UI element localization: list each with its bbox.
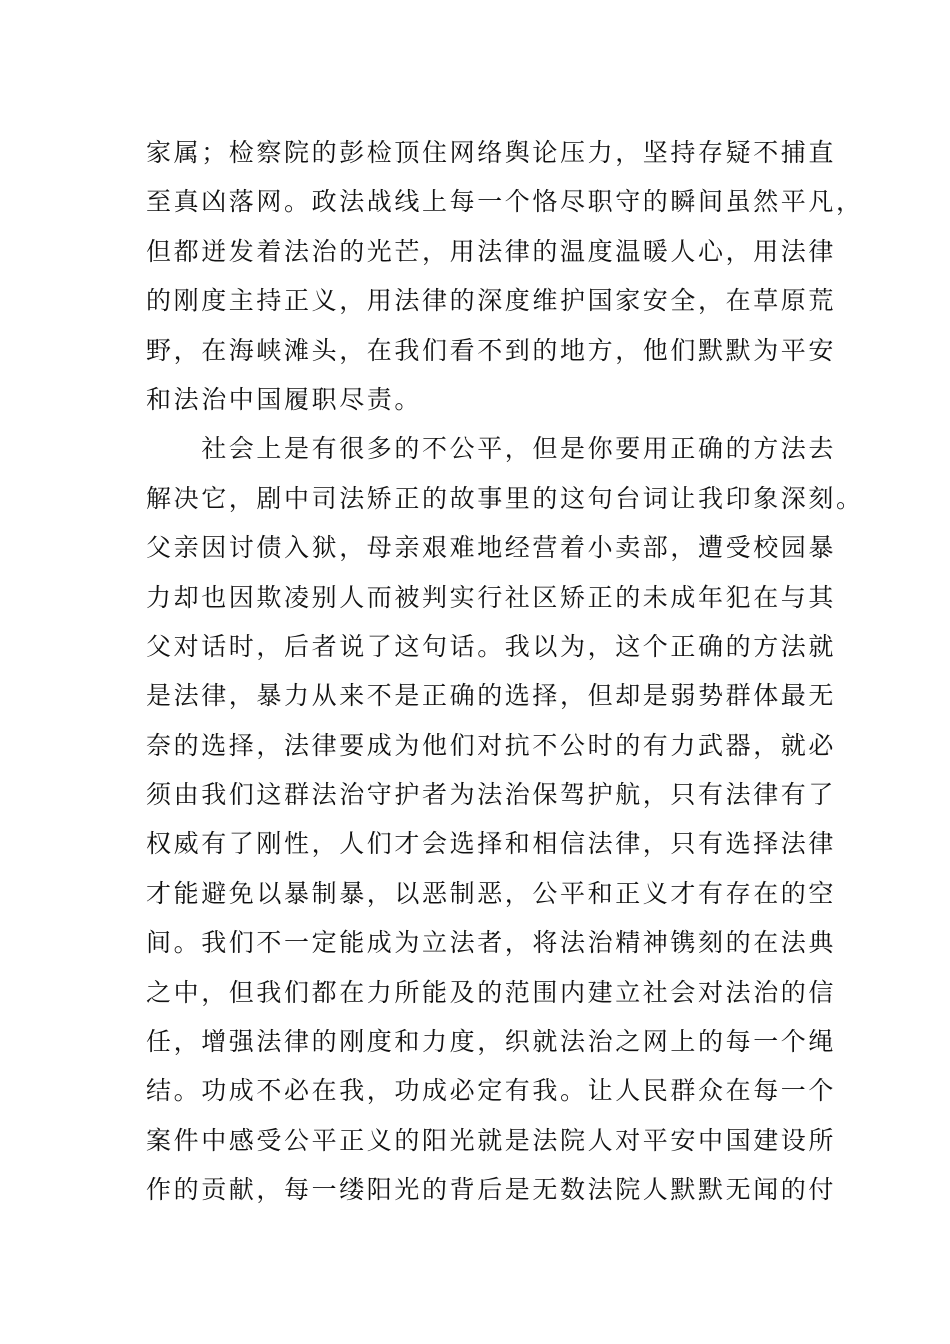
text-line-18: 之中，但我们都在力所能及的范围内建立社会对法治的信 bbox=[146, 977, 837, 1007]
text-line-1: 家属；检察院的彭检顶住网络舆论压力，坚持存疑不捕直 bbox=[146, 138, 837, 167]
text-line-20: 结。功成不必在我，功成必定有我。让人民群众在每一个 bbox=[146, 1076, 837, 1106]
body-text bbox=[146, 128, 864, 1215]
text-line-12: 是法律，暴力从来不是正确的选择，但却是弱势群体最无 bbox=[146, 681, 837, 711]
text-line-9: 父亲因讨债入狱，母亲艰难地经营着小卖部，遭受校园暴 bbox=[146, 533, 837, 563]
text-line-17: 间。我们不一定能成为立法者，将法治精神镌刻的在法典 bbox=[146, 928, 837, 958]
text-line-19: 任，增强法律的刚度和力度，织就法治之网上的每一个绳 bbox=[146, 1027, 837, 1057]
text-line-8: 解决它，剧中司法矫正的故事里的这句台词让我印象深刻。 bbox=[146, 483, 864, 513]
text-line-14: 须由我们这群法治守护者为法治保驾护航，只有法律有了 bbox=[146, 780, 837, 810]
text-line-4: 的刚度主持正义，用法律的深度维护国家安全，在草原荒 bbox=[146, 286, 837, 316]
text-line-21: 案件中感受公平正义的阳光就是法院人对平安中国建设所 bbox=[146, 1125, 837, 1155]
text-line-2: 至真凶落网。政法战线上每一个恪尽职守的瞬间虽然平凡， bbox=[146, 187, 864, 217]
text-line-5: 野，在海峡滩头，在我们看不到的地方，他们默默为平安 bbox=[146, 335, 837, 365]
text-line-6: 和法治中国履职尽责。 bbox=[146, 384, 423, 414]
text-line-13: 奈的选择，法律要成为他们对抗不公时的有力武器，就必 bbox=[146, 730, 837, 760]
text-line-7: 社会上是有很多的不公平，但是你要用正确的方法去 bbox=[146, 434, 837, 464]
text-line-11: 父对话时，后者说了这句话。我以为，这个正确的方法就 bbox=[146, 631, 837, 661]
text-line-3: 但都迸发着法治的光芒，用法律的温度温暖人心，用法律 bbox=[146, 236, 837, 266]
text-line-22: 作的贡献，每一缕阳光的背后是无数法院人默默无闻的付 bbox=[146, 1175, 837, 1205]
text-line-10: 力却也因欺凌别人而被判实行社区矫正的未成年犯在与其 bbox=[146, 582, 837, 612]
text-line-15: 权威有了刚性，人们才会选择和相信法律，只有选择法律 bbox=[146, 829, 837, 859]
text-line-16: 才能避免以暴制暴，以恶制恶，公平和正义才有存在的空 bbox=[146, 878, 837, 908]
